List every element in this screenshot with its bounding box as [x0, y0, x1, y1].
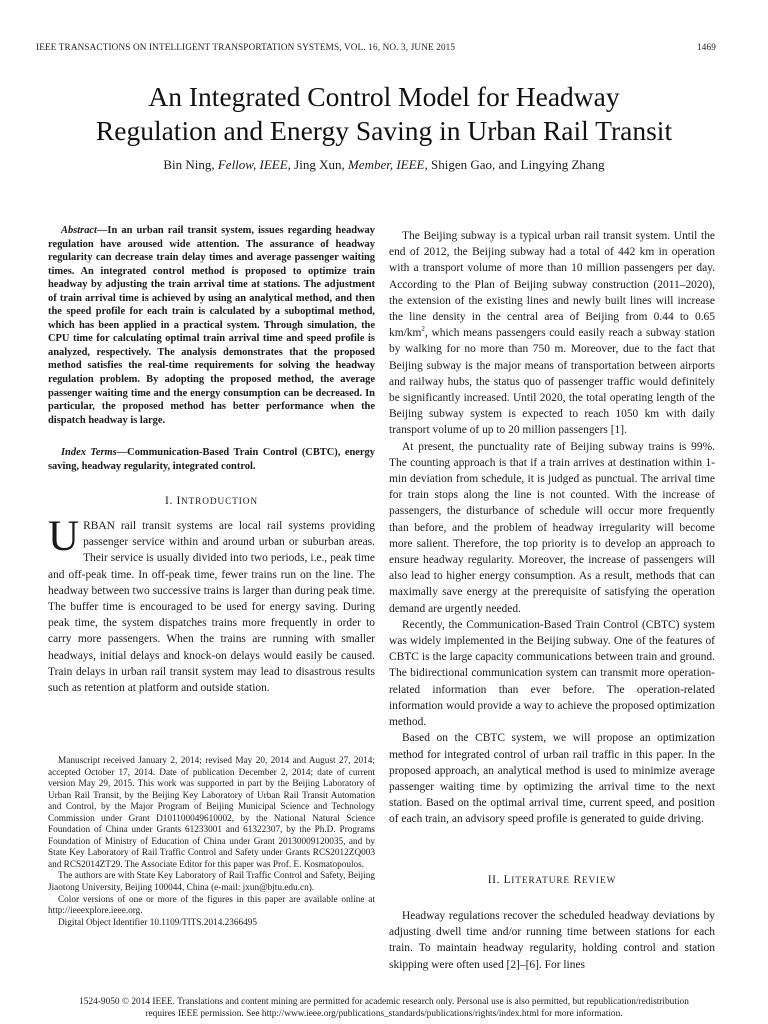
author-list — [0, 157, 768, 173]
literature-paragraph-1: Headway regulations recover the scheduled headway deviations by adjusting dwell time and/or running time between stations for each train. To maintain headway regularity, holding control and station skipping were often used [2]–[6]. For lines — [389, 910, 715, 971]
intro-paragraph-1 — [48, 513, 375, 696]
author-1-role: Fellow, IEEE — [217, 157, 288, 172]
footnote-affiliation: The authors are with State Key Laboratory of Rail Traffic Control and Safety, Beijing Jiaotong University, Beijing 100044, China (e-mail: jxun@bjtu.edu.cn). — [48, 871, 375, 894]
section-heading-introduction — [48, 494, 375, 507]
author-2-role: Member, IEEE — [347, 157, 425, 172]
abstract-lead: Abstract — [61, 225, 97, 236]
section-2-title-part1: ITERATURE — [511, 876, 571, 886]
abstract — [48, 224, 375, 427]
superscript-2: 2 — [421, 325, 425, 334]
intro-paragraph-1-text: RBAN rail transit systems are local rail systems providing passenger service within and around urban or suburban areas. Their service is usually divided into two periods, i.e., peak time and off-peak time. In off-peak time, fewer trains run on the line. The headway between two successive trains is larger than during peak time. The buffer time is encouraged to be used for energy saving. During peak time, the system dispatches trains more frequently in order to carry more passengers. When the trains are running with smaller headways, initial delays and knock-on delays would easily be caused. Train delays in urban rail transit system may lead to disastrous results such as retention at platform and outside station. — [48, 520, 375, 695]
footnote-manuscript: Manuscript received January 2, 2014; revised May 20, 2014 and August 27, 2014; accepted October 17, 2014. Date of publication December 2, 2014; date of current version May 29, 2015. This work was supported in part by the Beijing Laboratory of Urban Rail Transit, by the Beijing Key Laboratory of Urban Rail Transit Automation and Control, by the Major Program of Beijing Municipal Science and Technology Commission under Grant D101100049610002, by the National Natural Science Foundation of China under Grants 61233001 and 61322307, by the Ph.D. Programs Foundation of Ministry of Education of China under Grant 20130009120035, and by State Key Laboratory of Rail Traffic Control and Safety under Grants RCS2012ZQ003 and RCS2014ZT29. The Associate Editor for this paper was Prof. E. Kosmatopoulos. — [48, 756, 375, 870]
drop-cap: U — [48, 513, 80, 560]
journal-name: IEEE TRANSACTIONS ON INTELLIGENT TRANSPORTATION SYSTEMS, VOL. 16, NO. 3, JUNE 2015 — [36, 42, 456, 52]
author-2: , Jing Xun, — [287, 157, 348, 172]
literature-review-body — [389, 908, 715, 973]
section-heading-literature-review — [389, 873, 715, 886]
paper-title — [0, 80, 768, 148]
right-column — [389, 228, 715, 828]
author-1: Bin Ning, — [163, 157, 218, 172]
copyright-line-2: requires IEEE permission. See http://www.ieee.org/publications_standards/publications/rights/index.html for more information. — [145, 1009, 623, 1019]
index-terms-text: —Communication-Based Train Control (CBTC), energy saving, headway regularity, integrated control. — [48, 447, 375, 472]
right-paragraph-1 — [389, 228, 715, 439]
right-paragraph-3: Recently, the Communication-Based Train Control (CBTC) system was widely implemented in the Beijing subway. One of the features of CBTC is the large capacity communications between train and ground. The bidirectional communication system can transmit more operation-related information than ever before. The operation-related information would provide a way to achieve the proposed optimization method. — [389, 618, 715, 729]
copyright-notice — [36, 996, 732, 1020]
section-1-number: I. I — [165, 494, 181, 507]
page-number: 1469 — [697, 42, 716, 52]
footnote-color-versions: Color versions of one or more of the figures in this paper are available online at http://ieeexplore.ieee.org. — [48, 894, 375, 917]
copyright-line-1: 1524-9050 © 2014 IEEE. Translations and content mining are permitted for academic research only. Personal use is also permitted, but republication/redistribution — [79, 997, 689, 1007]
author-3: , Shigen Gao, and Lingying Zhang — [424, 157, 605, 172]
abstract-text: —In an urban rail transit system, issues regarding headway regulation have aroused wide attention. The assurance of headway regularity can decrease train delay times and average passenger waiting times. An integrated control method is proposed to optimize train headway by adjusting the train arrival time at stations. The adjustment of train arrival time is achieved by using an analytical method, and then the speed profile for each train is calculated by a suboptimal method, which has been applied in a practical system. Through simulation, the CPU time for calculating optimal train arrival time and speed profile is analyzed, respectively. The analysis demonstrates that the proposed method satisfies the real-time requirements for solving the headway regulation problem. By adopting the proposed method, the average passenger waiting time and the energy consumption can be decreased. In particular, the proposed method has better performance when the dispatch headway is large. — [48, 225, 375, 426]
section-2-r: R — [570, 873, 582, 886]
running-header — [36, 42, 716, 52]
right-paragraph-1b: , which means passengers could easily reach a subway station by walking for no more than 750 m. Moreover, due to the fact that Beijing subway is the major means of transportation between airports and railway hubs, the status quo of passenger traffic would definitely be significantly increased. Until 2020, the total operating length of the Beijing subway system is expected to reach 1050 km with daily transport volume of up to 20 million passengers [1]. — [389, 327, 715, 437]
index-terms-lead: Index Terms — [61, 447, 117, 458]
footnote-doi: Digital Object Identifier 10.1109/TITS.2014.2366495 — [58, 917, 258, 928]
right-paragraph-1a: The Beijing subway is a typical urban rail transit system. Until the end of 2012, the Beijing subway had a total of 442 km in operation with a transport volume of more than 10 million passengers per day. According to the Plan of Beijing subway construction (2011–2020), the extension of the existing lines and newly built lines will increase the line density in the central area of Beijing from 0.44 to 0.65 km/km — [389, 230, 715, 340]
section-2-title-part2: EVIEW — [581, 876, 617, 886]
section-1-title: NTRODUCTION — [180, 497, 258, 507]
introduction-body — [48, 513, 375, 696]
index-terms — [48, 446, 375, 473]
right-paragraph-2: At present, the punctuality rate of Beijing subway trains is 99%. The counting approach is that if a train arrives at destination within 1-min deviation from schedule, it is judged as punctual. The arrival time for train stops along the line is not counted. With the increase of passengers, the disturbance of schedule will occur more frequently than before, and the problem of headway irregularity will become more salient. Therefore, the top priority is to develop an approach to ensure headway regularity. Moreover, the increase of passengers will also lead to higher energy consumption. As a result, methods that can maximally save energy at the prerequisite of satisfying the operation demand are urgently needed. — [389, 440, 715, 615]
section-2-number: II. L — [487, 873, 512, 886]
right-paragraph-4: Based on the CBTC system, we will propose an optimization method for integrated control of urban rail traffic in this paper. In the proposed approach, an analytical method is used to minimize average passenger waiting time by optimizing the arrival time to the next station. Based on the optimal arrival time, current speed, and position of each train, an advisory speed profile is generated to guide driving. — [389, 732, 715, 826]
title-line-2: Regulation and Energy Saving in Urban Rail Transit — [95, 115, 673, 146]
title-line-1: An Integrated Control Model for Headway — [148, 81, 620, 112]
footnote — [48, 756, 375, 929]
